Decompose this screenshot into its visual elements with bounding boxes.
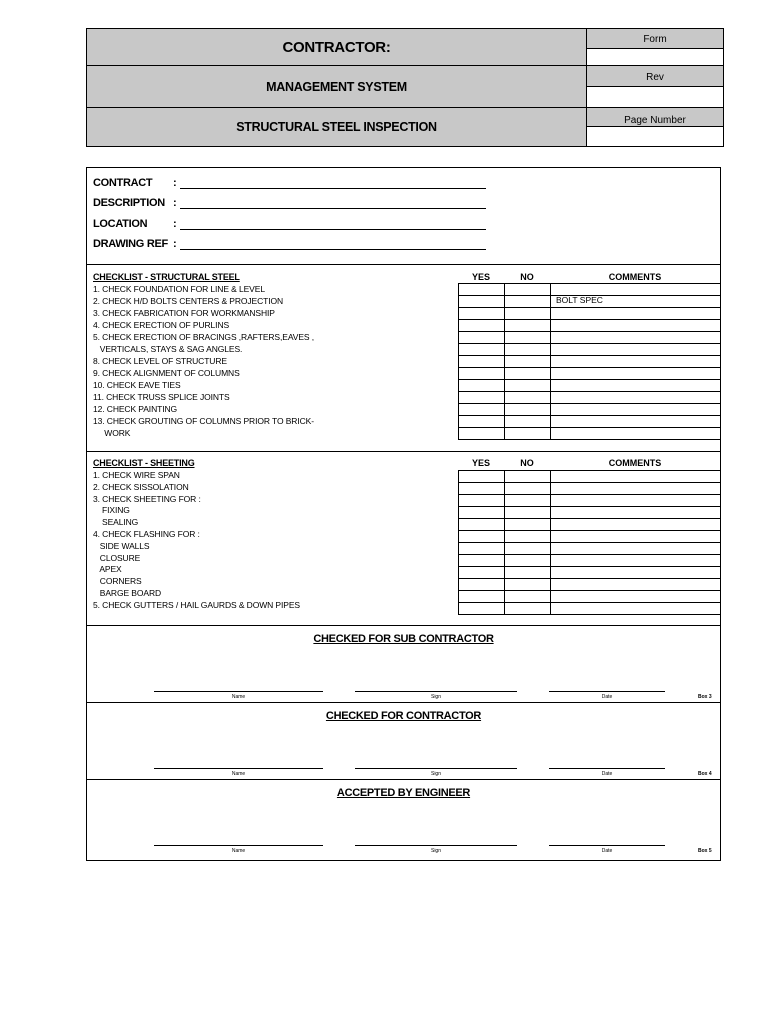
location-colon: : <box>173 218 177 230</box>
page-number-label: Page Number <box>587 108 723 127</box>
contract-label: CONTRACT <box>93 177 153 189</box>
steel-yes-header: YES <box>471 272 490 282</box>
signoff-box-tag: Box 4 <box>698 771 712 777</box>
sheet-checklist-item: SIDE WALLS <box>93 540 150 551</box>
signoff-sign-caption: Sign <box>430 694 441 700</box>
sheeting-no-header: NO <box>520 458 534 468</box>
inspection-form <box>86 167 721 861</box>
header-title: CONTRACTOR: <box>87 29 586 66</box>
steel-yes-cell[interactable] <box>458 427 505 440</box>
signoff-section <box>87 702 720 779</box>
steel-checklist-item: 5. CHECK ERECTION OF BRACINGS ,RAFTERS,EAVES , <box>93 332 315 342</box>
signoff-section <box>87 779 720 860</box>
description-field[interactable] <box>180 208 486 209</box>
steel-comment-cell[interactable] <box>550 427 721 440</box>
header-subtitle: MANAGEMENT SYSTEM <box>87 66 586 108</box>
steel-comments-header: COMMENTS <box>608 272 662 282</box>
sheeting-comments-header: COMMENTS <box>608 458 662 468</box>
sheet-checklist-item: FIXING <box>93 505 130 516</box>
signoff-title: CHECKED FOR SUB CONTRACTOR <box>313 633 494 645</box>
steel-checklist-item: 12. CHECK PAINTING <box>93 404 178 414</box>
signoff-sign-field[interactable] <box>355 691 517 692</box>
signoff-date-field[interactable] <box>549 845 665 846</box>
location-field[interactable] <box>180 229 486 230</box>
section-divider <box>87 702 720 703</box>
sheet-comment-cell[interactable] <box>550 602 721 615</box>
section-divider <box>87 264 720 265</box>
signoff-date-caption: Date <box>601 848 613 854</box>
page-number-value-field[interactable] <box>587 127 723 146</box>
signoff-name-field[interactable] <box>154 691 323 692</box>
drawing-ref-field[interactable] <box>180 249 486 250</box>
signoff-name-field[interactable] <box>154 768 323 769</box>
steel-checklist-item: 8. CHECK LEVEL OF STRUCTURE <box>93 356 227 366</box>
signoff-title: ACCEPTED BY ENGINEER <box>336 787 471 799</box>
drawing-ref-colon: : <box>173 238 177 250</box>
rev-label: Rev <box>587 66 723 87</box>
steel-checklist-item: 4. CHECK ERECTION OF PURLINS <box>93 320 230 330</box>
sheet-checklist-item: 3. CHECK SHEETING FOR : <box>93 493 201 504</box>
contract-field[interactable] <box>180 188 486 189</box>
signoff-sign-field[interactable] <box>355 845 517 846</box>
form-label: Form <box>587 29 723 49</box>
steel-checklist-title: CHECKLIST - STRUCTURAL STEEL <box>93 272 240 282</box>
signoff-section <box>87 625 720 702</box>
drawing-ref-label: DRAWING REF <box>93 238 168 250</box>
sheet-checklist-item: 5. CHECK GUTTERS / HAIL GAURDS & DOWN PIPES <box>93 599 300 610</box>
signoff-sign-caption: Sign <box>430 848 441 854</box>
signoff-box-tag: Box 5 <box>698 848 712 854</box>
section-divider <box>87 779 720 780</box>
description-colon: : <box>173 197 177 209</box>
signoff-date-field[interactable] <box>549 768 665 769</box>
steel-checklist-item: 9. CHECK ALIGNMENT OF COLUMNS <box>93 368 240 378</box>
description-label: DESCRIPTION <box>93 197 165 209</box>
signoff-sign-caption: Sign <box>430 771 441 777</box>
steel-no-cell[interactable] <box>504 427 551 440</box>
sheeting-yes-header: YES <box>471 458 490 468</box>
signoff-title: CHECKED FOR CONTRACTOR <box>325 710 482 722</box>
sheet-checklist-item: CLOSURE <box>93 552 141 563</box>
sheet-checklist-item: APEX <box>93 564 122 575</box>
steel-checklist-item: 10. CHECK EAVE TIES <box>93 380 181 390</box>
steel-checklist-item: VERTICALS, STAYS & SAG ANGLES. <box>93 344 243 354</box>
sheet-checklist-item: BARGE BOARD <box>93 588 162 598</box>
steel-checklist-item: 1. CHECK FOUNDATION FOR LINE & LEVEL <box>93 284 265 294</box>
sheet-checklist-item: 2. CHECK SISSOLATION <box>93 481 189 492</box>
steel-no-header: NO <box>520 272 534 282</box>
steel-checklist-item: 13. CHECK GROUTING OF COLUMNS PRIOR TO BRICK- <box>93 416 314 426</box>
sheet-checklist-item: 4. CHECK FLASHING FOR : <box>93 529 200 539</box>
sheet-checklist-item: 1. CHECK WIRE SPAN <box>93 470 180 480</box>
document-header <box>86 28 724 147</box>
sheeting-checklist-title: CHECKLIST - SHEETING <box>93 458 195 468</box>
sheet-checklist-item: SEALING <box>93 517 139 528</box>
signoff-name-caption: Name <box>231 771 246 777</box>
sheet-checklist-item: CORNERS <box>93 576 142 587</box>
form-value-field[interactable] <box>587 49 723 66</box>
sheet-yes-cell[interactable] <box>458 602 505 615</box>
location-label: LOCATION <box>93 218 148 230</box>
steel-comment-bolt-spec: BOLT SPEC <box>556 295 603 305</box>
signoff-sign-field[interactable] <box>355 768 517 769</box>
signoff-date-caption: Date <box>601 771 613 777</box>
header-doc-name: STRUCTURAL STEEL INSPECTION <box>236 120 437 134</box>
signoff-name-caption: Name <box>231 848 246 854</box>
section-divider <box>87 451 720 452</box>
signoff-date-field[interactable] <box>549 691 665 692</box>
sheet-no-cell[interactable] <box>504 602 551 615</box>
steel-checklist-item: 11. CHECK TRUSS SPLICE JOINTS <box>93 392 230 402</box>
signoff-name-caption: Name <box>231 694 246 700</box>
steel-checklist-item: WORK <box>93 428 131 438</box>
header-meta-column <box>586 29 723 146</box>
contract-colon: : <box>173 177 177 189</box>
steel-checklist-item: 2. CHECK H/D BOLTS CENTERS & PROJECTION <box>93 296 284 306</box>
signoff-box-tag: Box 3 <box>698 694 712 700</box>
signoff-name-field[interactable] <box>154 845 323 846</box>
signoff-date-caption: Date <box>601 694 613 700</box>
steel-checklist-item: 3. CHECK FABRICATION FOR WORKMANSHIP <box>93 308 275 318</box>
rev-value-field[interactable] <box>587 87 723 108</box>
